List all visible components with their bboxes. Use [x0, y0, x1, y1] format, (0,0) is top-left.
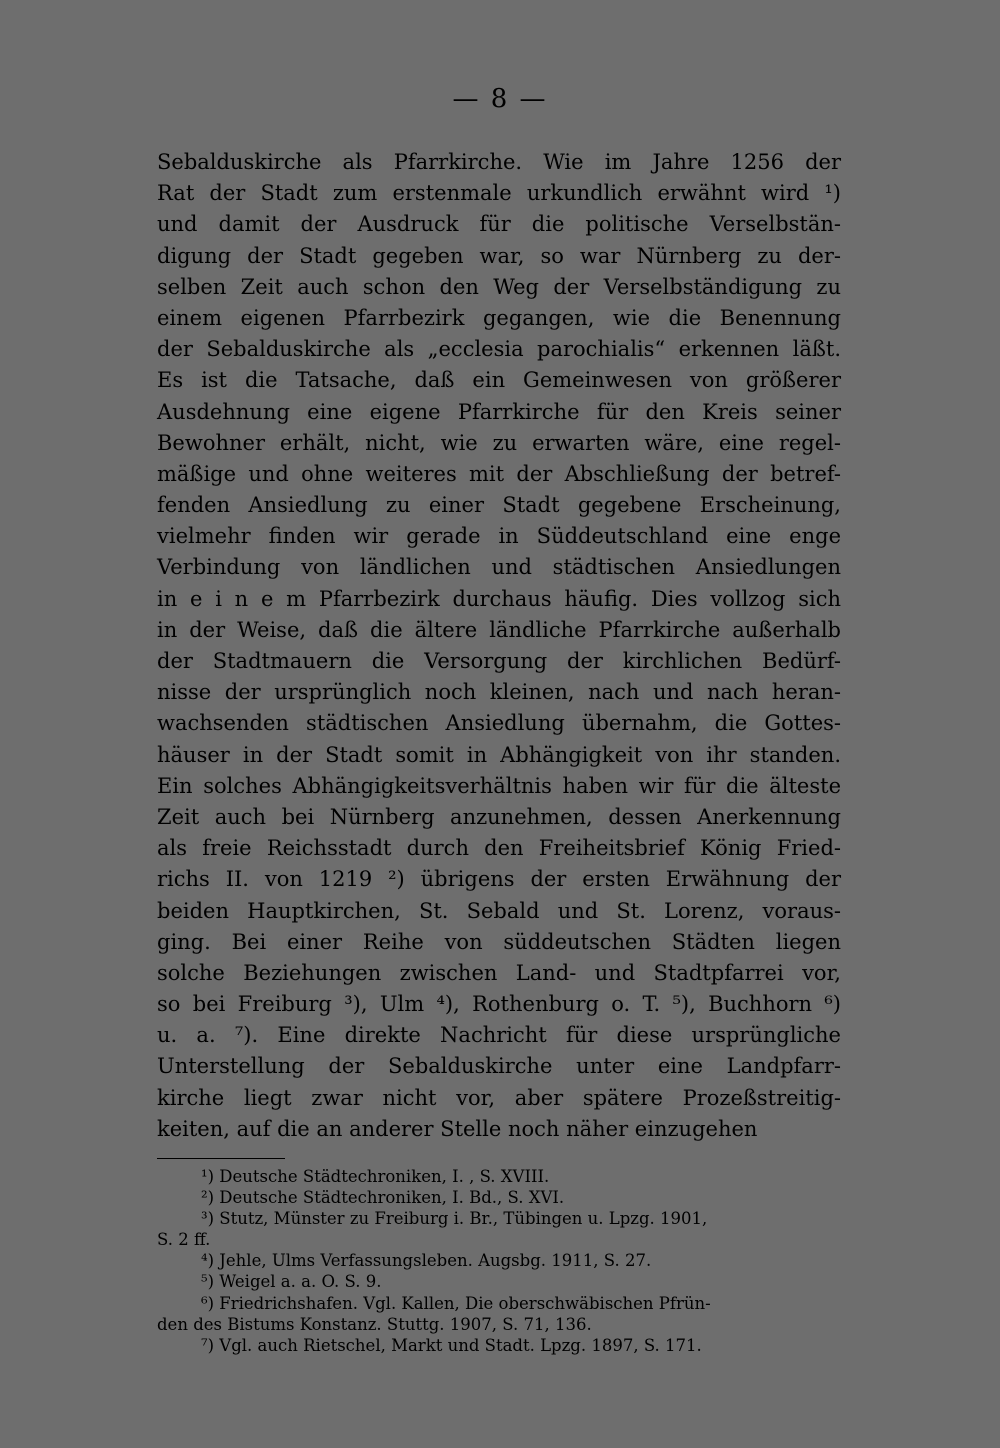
body-line: Zeit auch bei Nürnberg anzunehmen, dessen Anerkennung — [157, 804, 841, 829]
footnote-divider — [157, 1158, 285, 1159]
body-line: Rat der Stadt zum erstenmale urkundlich erwähnt wird ¹) — [157, 181, 841, 206]
footnote-5: ⁵) Weigel a. a. O. S. 9. — [201, 1272, 382, 1292]
body-line: Verbindung von ländlichen und städtischen Ansiedlungen — [157, 555, 841, 580]
body-line: so bei Freiburg ³), Ulm ⁴), Rothenburg o. T. ⁵), Buchhorn ⁶) — [157, 992, 841, 1017]
footnote-6-continued: den des Bistums Konstanz. Stuttg. 1907, S. 71, 136. — [157, 1314, 592, 1334]
body-line: fenden Ansiedlung zu einer Stadt gegebene Erscheinung, — [157, 493, 841, 518]
body-line: Sebalduskirche als Pfarrkirche. Wie im Jahre 1256 der — [157, 150, 841, 174]
body-line: der Stadtmauern die Versorgung der kirchlichen Bedürf- — [157, 649, 841, 673]
body-line: Es ist die Tatsache, daß ein Gemeinwesen von größerer — [157, 368, 841, 393]
body-line: als freie Reichsstadt durch den Freiheitsbrief König Fried- — [157, 836, 841, 861]
body-line: wachsenden städtischen Ansiedlung übernahm, die Gottes- — [157, 711, 841, 736]
body-line: kirche liegt zwar nicht vor, aber spätere Prozeßstreitig- — [157, 1085, 841, 1110]
footnote-3: ³) Stutz, Münster zu Freiburg i. Br., Tübingen u. Lpzg. 1901, — [201, 1209, 708, 1229]
body-text — [157, 147, 841, 1145]
page-number: — 8 — — [452, 84, 548, 114]
body-line: Ein solches Abhängigkeitsverhältnis haben wir für die älteste — [157, 773, 841, 798]
body-line: solche Beziehungen zwischen Land- und Stadtpfarrei vor, — [157, 960, 841, 985]
footnote-6: ⁶) Friedrichshafen. Vgl. Kallen, Die oberschwäbischen Pfrün- — [201, 1293, 711, 1313]
body-line: richs II. von 1219 ²) übrigens der ersten Erwähnung der — [157, 867, 841, 892]
body-line: in e i n e m Pfarrbezirk durchaus häufig. Dies vollzog sich — [157, 586, 841, 611]
footnotes — [157, 1166, 841, 1356]
footnote-3-continued: S. 2 ff. — [157, 1230, 211, 1250]
body-line: häuser in der Stadt somit in Abhängigkeit von ihr standen. — [157, 742, 841, 767]
body-line: nisse der ursprünglich noch kleinen, nach und nach heran- — [157, 680, 841, 705]
body-line: ging. Bei einer Reihe von süddeutschen Städten liegen — [157, 929, 841, 954]
body-line: und damit der Ausdruck für die politische Verselbstän- — [157, 212, 841, 237]
body-line: mäßige und ohne weiteres mit der Abschließung der betref- — [157, 461, 841, 486]
body-line: Unterstellung der Sebalduskirche unter eine Landpfarr- — [157, 1054, 841, 1079]
footnote-4: ⁴) Jehle, Ulms Verfassungsleben. Augsbg. 1911, S. 27. — [201, 1251, 652, 1271]
body-line: vielmehr finden wir gerade in Süddeutschland eine enge — [157, 524, 841, 549]
footnote-1: ¹) Deutsche Städtechroniken, I. , S. XVIII. — [201, 1167, 550, 1186]
body-line: selben Zeit auch schon den Weg der Verselbständigung zu — [157, 274, 841, 299]
footnote-2: ²) Deutsche Städtechroniken, I. Bd., S. XVI. — [201, 1188, 565, 1208]
body-line: Bewohner erhält, nicht, wie zu erwarten wäre, eine regel- — [157, 430, 841, 455]
body-line: Ausdehnung eine eigene Pfarrkirche für den Kreis seiner — [157, 399, 841, 424]
body-line: keiten, auf die an anderer Stelle noch näher einzugehen — [157, 1116, 758, 1141]
body-line: der Sebalduskirche als „ecclesia parochialis“ erkennen läßt. — [157, 337, 841, 362]
body-line: in der Weise, daß die ältere ländliche Pfarrkirche außerhalb — [157, 617, 841, 642]
body-line: u. a. ⁷). Eine direkte Nachricht für diese ursprüngliche — [157, 1023, 841, 1048]
body-line: einem eigenen Pfarrbezirk gegangen, wie die Benennung — [157, 305, 841, 330]
body-line: beiden Hauptkirchen, St. Sebald und St. Lorenz, voraus- — [157, 898, 841, 923]
footnote-7: ⁷) Vgl. auch Rietschel, Markt und Stadt. Lpzg. 1897, S. 171. — [201, 1335, 702, 1355]
body-line: digung der Stadt gegeben war, so war Nürnberg zu der- — [157, 243, 841, 268]
